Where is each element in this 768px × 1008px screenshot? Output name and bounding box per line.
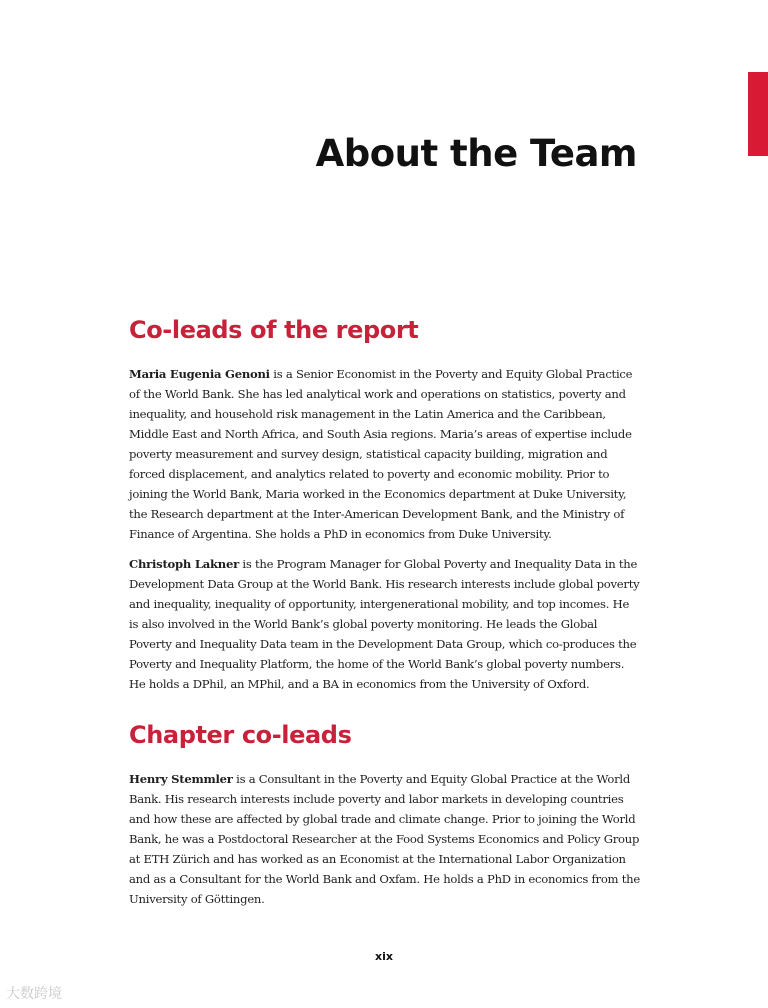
bio-name: Henry Stemmler — [129, 772, 233, 786]
bio-text: is a Consultant in the Poverty and Equity Global Practice at the World Bank. His research interests include poverty and labor markets in developing countries and how these are affected by global trade and climate change. Prior to joining the World Bank, he was a Postdoctoral Researcher at the Food Systems Economics and Policy Group at ETH Zürich and has worked as an Economist at the International Labor Organization and as a Consultant for the World Bank and Oxfam. He holds a PhD in economics from the University of Göttingen. — [129, 772, 640, 906]
chapter-tab-marker — [748, 72, 768, 156]
bio-maria-eugenia-genoni — [129, 364, 641, 544]
page-title: About the Team — [315, 132, 637, 175]
bio-christoph-lakner — [129, 554, 641, 694]
bio-name: Christoph Lakner — [129, 557, 239, 571]
bio-text: is a Senior Economist in the Poverty and Equity Global Practice of the World Bank. She has led analytical work and operations on statistics, poverty and inequality, and household risk management in the Latin America and the Caribbean, Middle East and North Africa, and South Asia regions. Maria’s areas of expertise include poverty measurement and survey design, statistical capacity building, migration and forced displacement, and analytics related to poverty and economic mobility. Prior to joining the World Bank, Maria worked in the Economics department at Duke University, the Research department at the Inter-American Development Bank, and the Ministry of Finance of Argentina. She holds a PhD in economics from Duke University. — [129, 367, 633, 541]
section-heading-co-leads: Co-leads of the report — [129, 316, 419, 344]
page-number: xix — [375, 950, 393, 963]
bio-text: is the Program Manager for Global Poverty and Inequality Data in the Development Data Group at the World Bank. His research interests include global poverty and inequality, inequality of opportunity, intergenerational mobility, and top incomes. He is also involved in the World Bank’s global poverty monitoring. He leads the Global Poverty and Inequality Data team in the Development Data Group, which co-produces the Poverty and Inequality Platform, the home of the World Bank’s global poverty numbers. He holds a DPhil, an MPhil, and a BA in economics from the University of Oxford. — [129, 557, 640, 691]
bio-name: Maria Eugenia Genoni — [129, 367, 270, 381]
watermark: 大数跨境 — [6, 986, 62, 1002]
bio-henry-stemmler — [129, 769, 641, 909]
section-heading-chapter-co-leads: Chapter co-leads — [129, 721, 352, 749]
